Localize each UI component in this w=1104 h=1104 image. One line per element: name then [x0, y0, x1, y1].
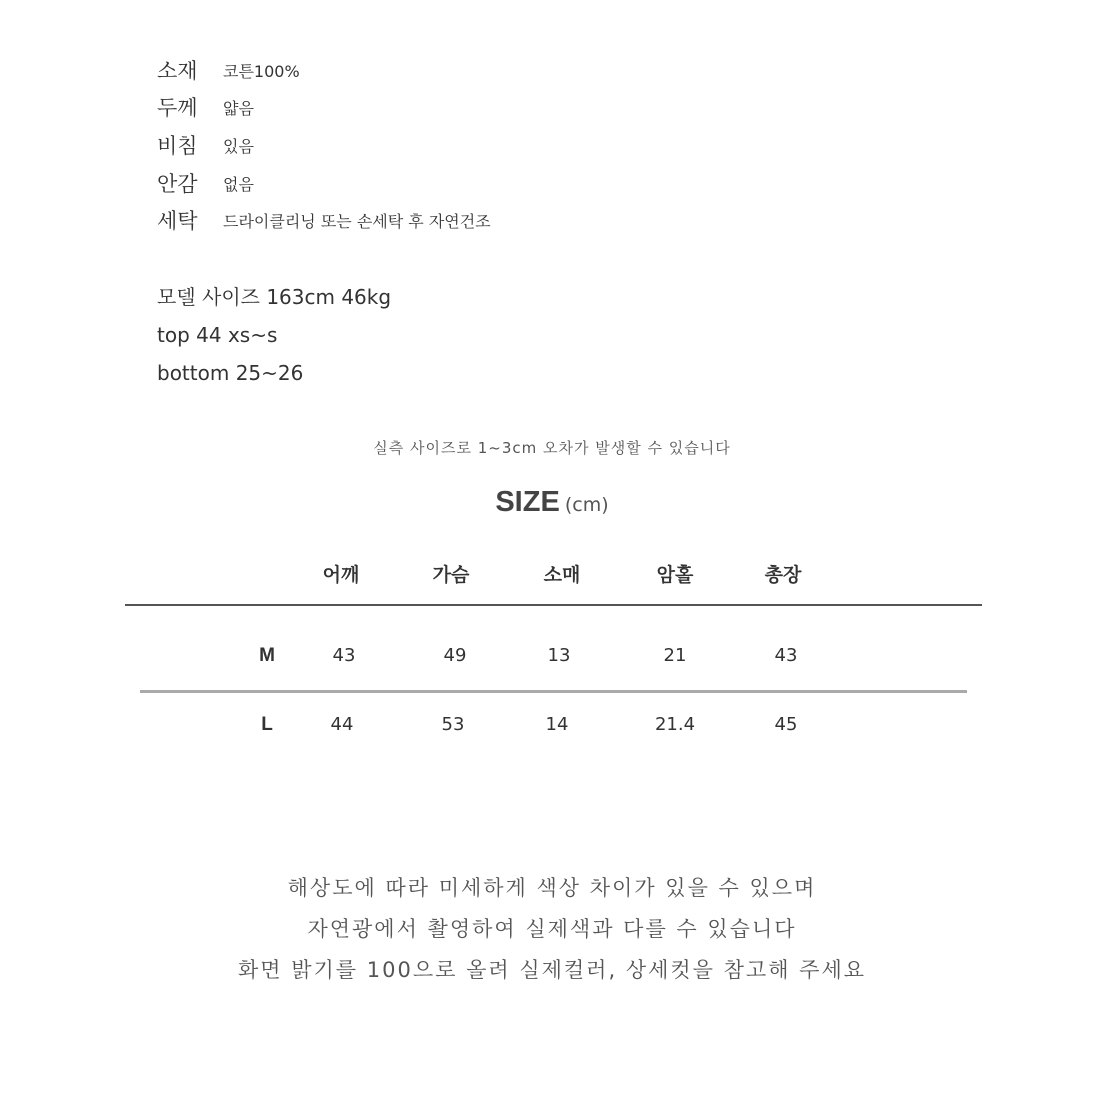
table-cell: 43 — [332, 645, 356, 666]
spec-value: 있음 — [223, 136, 254, 156]
disclaimer-line-2: 자연광에서 촬영하여 실제색과 다를 수 있습니다 — [307, 917, 797, 941]
model-bottom-size: bottom 25~26 — [157, 361, 304, 385]
table-cell: 45 — [774, 714, 798, 735]
table-header-divider — [125, 604, 982, 606]
size-unit: (cm) — [564, 494, 609, 516]
table-cell: 21 — [663, 645, 687, 666]
col-header-sleeve: 소매 — [543, 564, 581, 586]
table-row-divider — [140, 690, 967, 693]
spec-value: 얇음 — [223, 98, 254, 118]
size-title-text: SIZE — [495, 486, 560, 518]
disclaimer-line-1: 해상도에 따라 미세하게 색상 차이가 있을 수 있으며 — [287, 876, 817, 900]
table-cell: 53 — [441, 714, 465, 735]
size-title — [0, 480, 1104, 528]
model-size: 모델 사이즈 163cm 46kg — [157, 285, 392, 309]
disclaimer-line-3: 화면 밝기를 100으로 올려 실제컬러, 상세컷을 참고해 주세요 — [237, 958, 867, 982]
spec-label: 소재 — [157, 59, 198, 83]
spec-value: 없음 — [223, 174, 254, 194]
spec-label: 비침 — [157, 134, 198, 158]
col-header-chest: 가슴 — [432, 564, 470, 586]
table-cell: 43 — [774, 645, 798, 666]
table-cell: 14 — [545, 714, 569, 735]
row-size-m: M — [259, 645, 275, 666]
spec-row-lining — [157, 168, 254, 198]
col-header-shoulder: 어깨 — [322, 564, 360, 586]
spec-label: 안감 — [157, 172, 198, 196]
measurement-note: 실측 사이즈로 1~3cm 오차가 발생할 수 있습니다 — [373, 439, 731, 457]
spec-row-washing — [157, 205, 491, 235]
spec-row-thickness — [157, 92, 254, 122]
model-top-size: top 44 xs~s — [157, 323, 278, 347]
spec-value: 코튼100% — [223, 61, 300, 81]
col-header-length: 총장 — [764, 564, 802, 586]
table-cell: 13 — [547, 645, 571, 666]
spec-label: 두께 — [157, 96, 198, 120]
spec-row-sheerness — [157, 130, 254, 160]
row-size-l: L — [261, 714, 273, 735]
table-cell: 49 — [443, 645, 467, 666]
col-header-armhole: 암홀 — [656, 564, 694, 586]
table-cell: 44 — [330, 714, 354, 735]
spec-row-material — [157, 55, 300, 85]
spec-value: 드라이클리닝 또는 손세탁 후 자연건조 — [223, 211, 491, 231]
spec-label: 세탁 — [157, 209, 198, 233]
table-cell: 21.4 — [654, 714, 696, 735]
